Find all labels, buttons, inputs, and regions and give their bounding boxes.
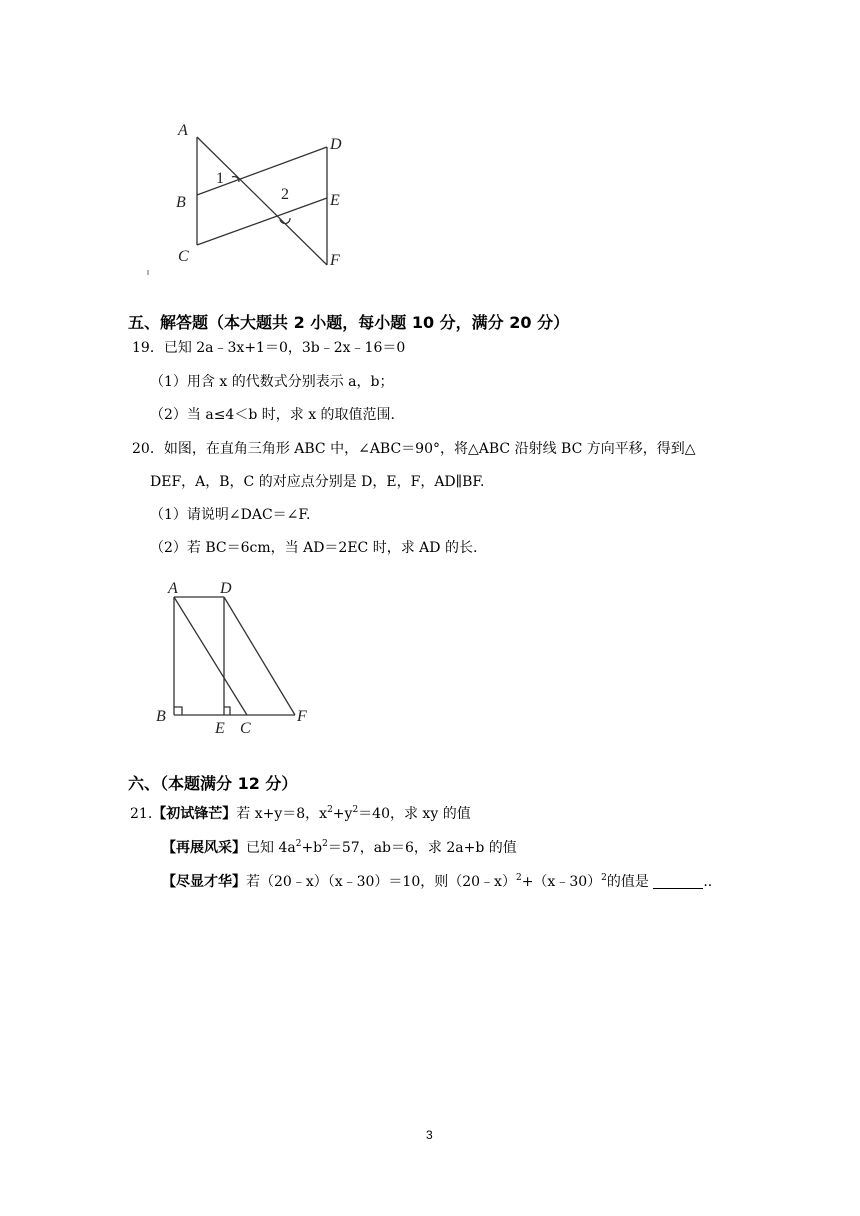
section-5-title: 五、解答题（本大题共 2 小题，每小题 10 分，满分 20 分）: [128, 313, 570, 332]
label-A: A: [178, 122, 188, 139]
section-6-title: 六、（本题满分 12 分）: [128, 774, 298, 793]
label-F: F: [330, 252, 340, 269]
superscript: 2: [322, 839, 328, 849]
q20-stem-line2: DEF，A，B，C 的对应点分别是 D，E，F，AD∥BF.: [150, 474, 485, 490]
q21-text: 已知 4a: [246, 840, 296, 856]
label-F: F: [297, 708, 307, 725]
q21-line2: [162, 835, 517, 857]
angle-2-label: 2: [281, 186, 289, 203]
q21-line1: [130, 801, 471, 823]
q21-text: +（x﹣30）: [521, 874, 602, 890]
q20-stem-line1: 20．如图，在直角三角形 ABC 中，∠ABC＝90°，将△ABC 沿射线 BC 方向平移，得到△: [132, 441, 696, 457]
superscript: 2: [601, 873, 607, 883]
q21-tag-second: 【再展风采】: [162, 840, 246, 856]
q21-text: ..: [703, 874, 713, 890]
q21-text: ＝40，求 xy 的值: [358, 806, 471, 822]
label-C: C: [178, 248, 189, 265]
angle-1-label: 1: [216, 170, 224, 187]
superscript: 2: [295, 839, 302, 849]
figure-parallel-lines: [140, 115, 360, 285]
label-D: D: [330, 136, 342, 153]
label-A: A: [168, 580, 178, 597]
q20-part1: （1）请说明∠DAC＝∠F.: [150, 507, 311, 523]
q20-part2: （2）若 BC＝6cm，当 AD＝2EC 时，求 AD 的长.: [150, 540, 478, 556]
label-E: E: [330, 192, 340, 209]
label-D: D: [220, 580, 232, 597]
label-B: B: [156, 708, 166, 725]
q21-text: 的值是: [606, 874, 649, 890]
label-E: E: [215, 720, 225, 737]
q21-tag-third: 【尽显才华】: [162, 874, 246, 890]
q21-text: ＝57，ab＝6，求 2a+b 的值: [327, 840, 517, 856]
page-number: 3: [426, 1128, 433, 1142]
q21-number: 21.: [130, 806, 153, 822]
answer-blank[interactable]: [653, 874, 703, 889]
q19-part2: （2）当 a≤4＜b 时，求 x 的取值范围.: [150, 407, 395, 423]
q21-tag-first: 【初试锋芒】: [152, 806, 237, 822]
label-C: C: [240, 720, 251, 737]
q21-text: +b: [301, 840, 323, 856]
label-B: B: [176, 194, 186, 211]
q21-line3: [162, 869, 712, 891]
q19-part1: （1）用含 x 的代数式分别表示 a，b；: [150, 374, 394, 390]
superscript: 2: [352, 805, 359, 815]
q21-text: 若（20﹣x）（x﹣30）＝10，则（20﹣x）: [246, 874, 516, 890]
superscript: 2: [515, 873, 522, 883]
superscript: 2: [327, 805, 333, 815]
q19-stem: 19．已知 2a﹣3x+1＝0，3b﹣2x﹣16＝0: [132, 340, 406, 356]
q21-text: 若 x+y＝8，x: [236, 806, 328, 822]
figure-translated-triangle: [150, 575, 330, 745]
q21-text: +y: [332, 806, 353, 822]
